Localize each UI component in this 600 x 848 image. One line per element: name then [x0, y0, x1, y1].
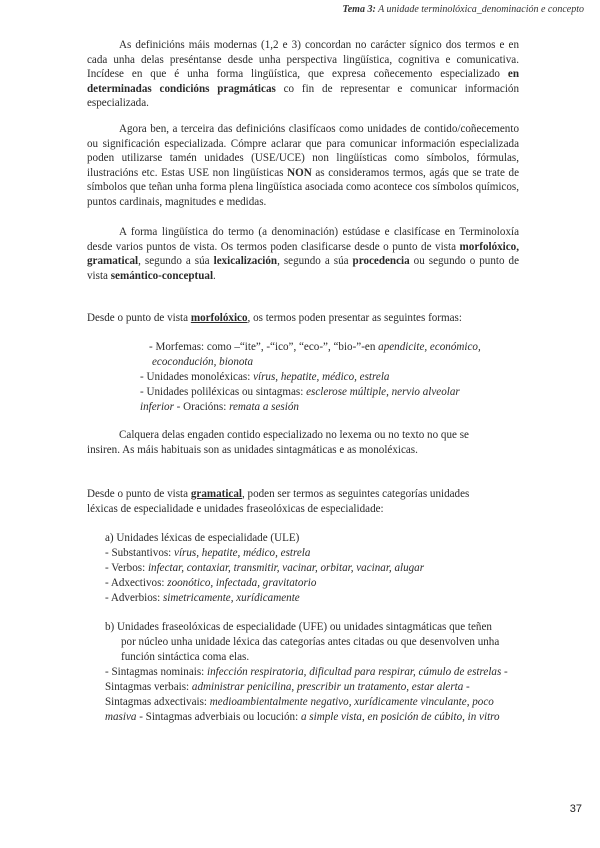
- ule-verbs: - Verbos: infectar, contaxiar, transmitir, vacinar, orbitar, vacinar, alugar: [105, 562, 425, 574]
- ufe-title-line-3: función sintáctica coma elas.: [121, 651, 250, 663]
- morph-item-morphemes-cont: ecocondución, bionota: [152, 356, 254, 368]
- ule-title: a) Unidades léxicas de especialidade (ULE): [105, 532, 300, 544]
- ufe-title-line-2: por núcleo unha unidade léxica das categorías antes citadas ou que desenvolven unha: [121, 636, 500, 648]
- paragraph-3: A forma lingüística do termo (a denominación) estúdase e clasifícase en Terminoloxía desde varios puntos de vista. Os termos poden clasificarse desde o punto de vista morfolóxico, gramatical, segundo a súa lexicalización, segundo a súa procedencia ou segundo o punto de vista semántico-conceptual.: [87, 226, 520, 282]
- morph-item-sentences: inferior - Oracións: remata a sesión: [140, 401, 299, 413]
- morph-item-monolexical: - Unidades monoléxicas: vírus, hepatite, médico, estrela: [140, 371, 390, 383]
- ule-adjectives: - Adxectivos: zoonótico, infectada, gravitatorio: [105, 577, 317, 589]
- running-header: [343, 4, 584, 15]
- page-number: 37: [569, 803, 582, 815]
- ufe-nominal: - Sintagmas nominais: infección respiratoria, dificultad para respirar, cúmulo de estrelas -: [105, 666, 508, 678]
- ufe-verbal: Sintagmas verbais: administrar penicilina, prescribir un tratamento, estar alerta -: [105, 681, 470, 693]
- morphological-intro: Desde o punto de vista morfolóxico, os termos poden presentar as seguintes formas:: [87, 312, 462, 324]
- paragraph-5-line-1: Calquera delas engaden contido especializado no lexema ou no texto no que se: [119, 429, 469, 441]
- ule-nouns: - Substantivos: vírus, hepatite, médico, estrela: [105, 547, 311, 559]
- paragraph-5-line-2: insiren. As máis habituais son as unidades sintagmáticas e as monoléxicas.: [87, 444, 418, 456]
- header-tema: Tema 3:: [342, 4, 376, 15]
- ule-adverbs: - Adverbios: simetricamente, xurídicamente: [105, 592, 300, 604]
- paragraph-1: As definicións máis modernas (1,2 e 3) concordan no carácter sígnico dos termos e en cada unha delas preséntanse desde unha perspectiva lingüística, cognitiva e comunicativa. Incídese en que é unha forma lingüística, que expresa coñecemento especializado en determinadas condicións pragmáticas co fin de representar e comunicar información especializada.: [87, 39, 519, 110]
- header-title: A unidade terminolóxica_denominación e concepto: [378, 4, 584, 15]
- paragraph-2: Agora ben, a terceira das definicións clasifícaos como unidades de contido/coñecemento ou significación especializada. Cómpre aclarar que para comunicar información especializada poden utilizarse tamén unidades (USE/UCE) non lingüísticas como símbolos, fórmulas, ilustracións etc. Estas USE non lingüísticas NON as consideramos termos, agás que se trate de símbolos que teñan unha forma plena lingüística asociada como acontece cos símbolos químicos, puntos cardinais, magnitudes e medidas.: [87, 123, 519, 208]
- ufe-adjectival: Sintagmas adxectivais: medioambientalmente negativo, xurídicamente vinculante, poco: [105, 696, 494, 708]
- ufe-title-line-1: b) Unidades fraseolóxicas de especialidade (UFE) ou unidades sintagmáticas que teñen: [105, 621, 492, 633]
- morph-item-morphemes: - Morfemas: como –“ite”, -“ico”, “eco-”, “bio-”-en apendicite, económico,: [149, 341, 481, 353]
- grammatical-intro-line-2: léxicas de especialidade e unidades fraseolóxicas de especialidade:: [87, 503, 384, 515]
- morph-item-polylexical: - Unidades poliléxicas ou sintagmas: esclerose múltiple, nervio alveolar: [140, 386, 460, 398]
- grammatical-intro-line-1: Desde o punto de vista gramatical, poden ser termos as seguintes categorías unidades: [87, 488, 470, 500]
- ufe-adverbial: masiva - Sintagmas adverbiais ou locución: a simple vista, en posición de cúbito, in vitro: [105, 711, 500, 723]
